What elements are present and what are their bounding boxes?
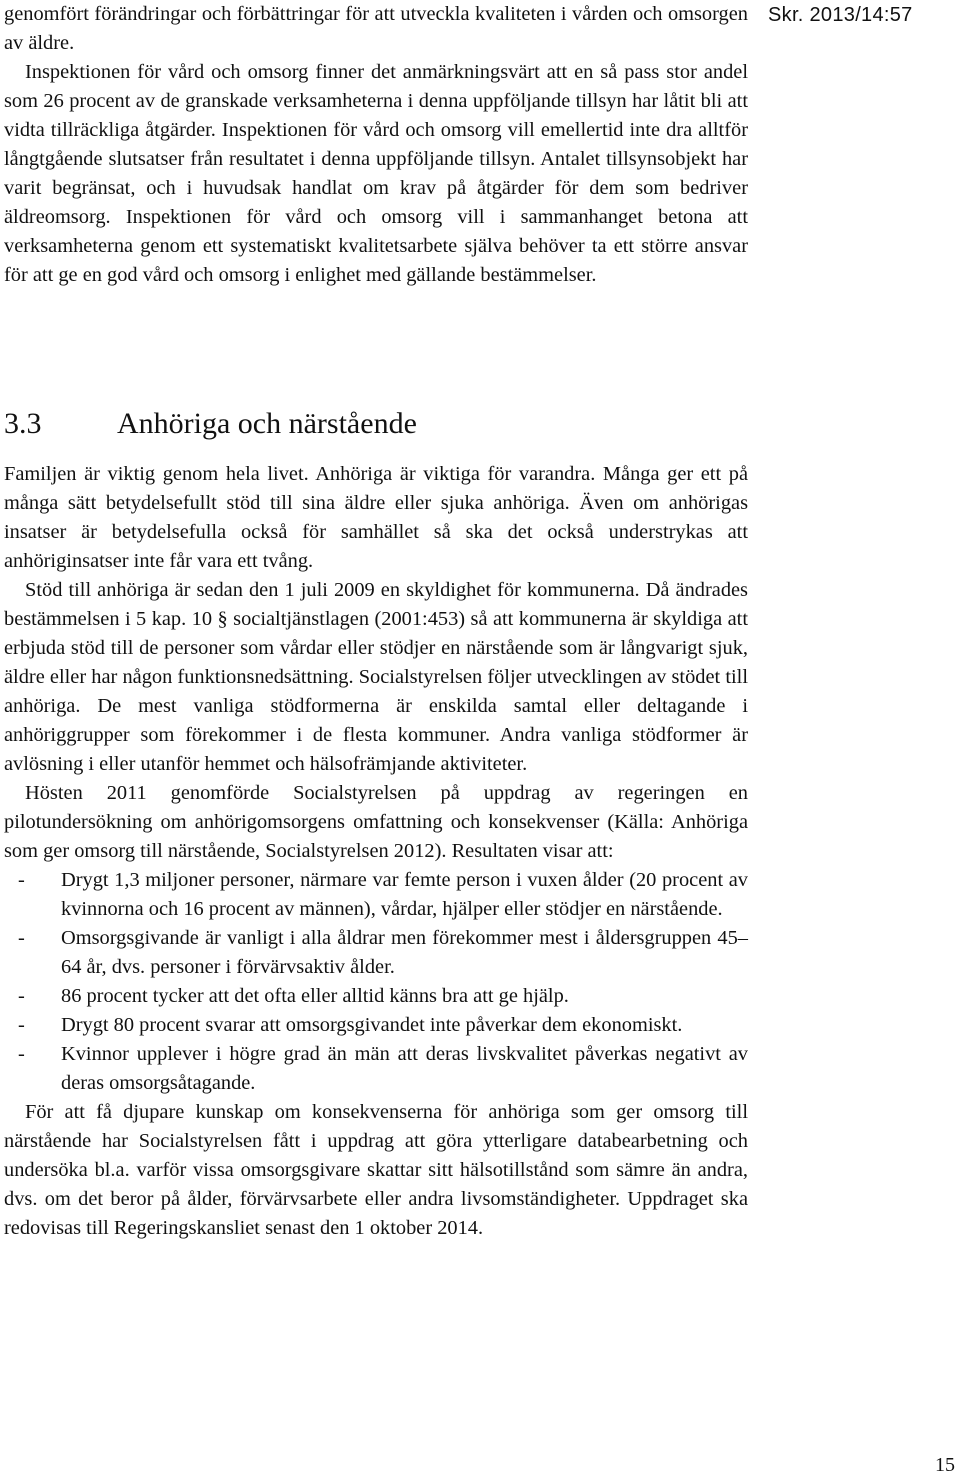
- results-list: [4, 866, 748, 1098]
- list-item-text: 86 procent tycker att det ofta eller alltid känns bra att ge hjälp.: [61, 985, 569, 1007]
- document-reference: Skr. 2013/14:57: [768, 4, 913, 26]
- list-item: [4, 982, 748, 1011]
- body-paragraph-3: Hösten 2011 genomförde Socialstyrelsen på uppdrag av regeringen en pilotundersökning om anhörigomsorgens omfattning och konsekvenser (Källa: Anhöriga som ger omsorg till närstående, Socialstyrelsen 2012). Resultaten visar att:: [4, 782, 748, 862]
- list-dash: -: [18, 927, 25, 949]
- list-item-text: Drygt 1,3 miljoner personer, närmare var femte person i vuxen ålder (20 procent av kvinnorna och 16 procent av männen), vårdar, hjälper eller stödjer en närstående.: [61, 869, 748, 920]
- section-number: 3.3: [4, 407, 42, 440]
- intro-paragraph-1: genomfört förändringar och förbättringar för att utveckla kvaliteten i vården och omsorgen av äldre.: [4, 3, 748, 54]
- section-title: Anhöriga och närstående: [117, 407, 417, 440]
- list-item: [4, 924, 748, 982]
- list-item-text: Omsorgsgivande är vanligt i alla åldrar men förekommer mest i åldersgruppen 45–64 år, dvs. personer i förvärvsaktiv ålder.: [61, 927, 748, 978]
- list-item-text: Kvinnor upplever i högre grad än män att deras livskvalitet påverkas negativt av deras omsorgsåtagande.: [61, 1043, 748, 1094]
- section-body: [4, 460, 748, 1243]
- list-item: [4, 866, 748, 924]
- list-item: [4, 1040, 748, 1098]
- page-number: 15: [935, 1454, 955, 1476]
- list-dash: -: [18, 1043, 25, 1065]
- body-paragraph-2: Stöd till anhöriga är sedan den 1 juli 2009 en skyldighet för kommunerna. Då ändrades bestämmelsen i 5 kap. 10 § socialtjänstlagen (2001:453) så att kommunerna är skyldiga att erbjuda stöd till de personer som vårdar eller stödjer en närstående som är långvarigt sjuk, äldre eller har någon funktionsnedsättning. Socialstyrelsen följer utvecklingen av stödet till anhöriga. De mest vanliga stödformerna är enskilda samtal eller deltagande i anhöriggrupper som förekommer i de flesta kommuner. Andra vanliga stödformer är avlösning i eller utanför hemmet och hälsofrämjande aktiviteter.: [4, 579, 748, 775]
- intro-paragraph-2: Inspektionen för vård och omsorg finner det anmärkningsvärt att en så pass stor andel som 26 procent av de granskade verksamheterna i denna uppföljande tillsyn har låtit bli att vidta tillräckliga åtgärder. Inspektionen för vård och omsorg vill emellertid inte dra alltför långtgående slutsatser från resultatet i denna uppföljande tillsyn. Antalet tillsynsobjekt har varit begränsat, och i huvudsak handlat om krav på åtgärder för dem som bedriver äldreomsorg. Inspektionen för vård och omsorg vill i sammanhanget betona att verksamheterna genom ett systematiskt kvalitetsarbete själva behöver ta ett större ansvar för att ge en god vård och omsorg i enlighet med gällande bestämmelser.: [4, 61, 748, 286]
- list-dash: -: [18, 1014, 25, 1036]
- body-paragraph-4: För att få djupare kunskap om konsekvenserna för anhöriga som ger omsorg till närstående har Socialstyrelsen fått i uppdrag att göra ytterligare databearbetning och undersöka bl.a. varför vissa omsorgsgivare skattar sitt hälsotillstånd som sämre än andra, dvs. om det beror på ålder, förvärvsarbete eller andra livsomständigheter. Uppdraget ska redovisas till Regeringskansliet senast den 1 oktober 2014.: [4, 1101, 748, 1239]
- body-paragraph-1: Familjen är viktig genom hela livet. Anhöriga är viktiga för varandra. Många ger ett på många sätt betydelsefullt stöd till sina äldre eller sjuka anhöriga. Även om anhörigas insatser är betydelsefulla också för samhället så ska det också understrykas att anhöriginsatser inte får vara ett tvång.: [4, 463, 748, 572]
- intro-text: [4, 0, 748, 290]
- list-item-text: Drygt 80 procent svarar att omsorgsgivandet inte påverkar dem ekonomiskt.: [61, 1014, 683, 1036]
- list-dash: -: [18, 985, 25, 1007]
- section-heading: [4, 404, 417, 444]
- list-item: [4, 1011, 748, 1040]
- list-dash: -: [18, 869, 25, 891]
